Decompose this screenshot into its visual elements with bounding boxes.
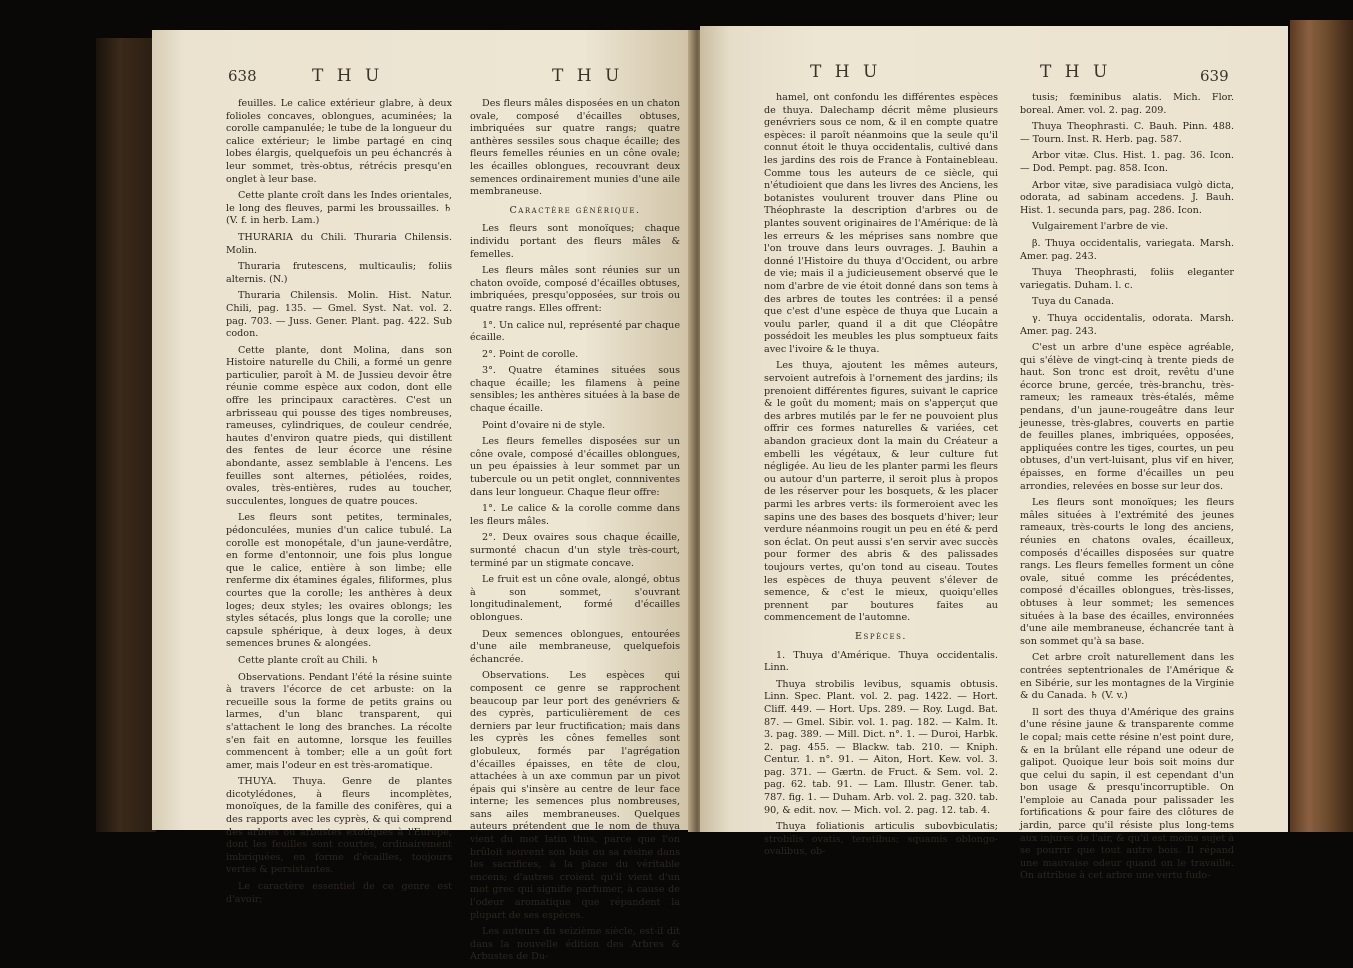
paragraph: Cette plante, dont Molina, dans son Histoire naturelle du Chili, a formé un genre particulier, paroît à M. de Jussieu devoir être réunie comme espèce aux codon, dont elle offre les principaux caractères. C'est un arbrisseau qui pousse des tiges nombreuses, rameuses, cylindriques, de couleur cendrée, hautes d'environ quatre pieds, qui distillent des fentes de leur écorce une résine abondante, assez semblable à l'encens. Les feuilles sont alternes, pétiolées, roides, ovales, très-entières, rudes au toucher, succulentes, longues de quatre pouces. bbox=[226, 344, 452, 507]
paragraph: Deux semences oblongues, entourées d'une aile membraneuse, quelquefois échancrée. bbox=[470, 628, 680, 665]
paragraph: Thuraria frutescens, multicaulis; foliis alternis. (N.) bbox=[226, 261, 452, 285]
paragraph: tusis; fœminibus alatis. Mich. Flor. boreal. Amer. vol. 2. pag. 209. bbox=[1020, 92, 1234, 116]
page-number-right: 639 bbox=[1200, 67, 1229, 85]
paragraph: Thuya foliationis articulis subovbiculatis; strobilis ovatis, teretibus; squamis oblongo-ovalibus, ob- bbox=[764, 821, 998, 858]
paragraph: Observations. Les espèces qui composent ce genre se rapprochent beaucoup par leur port des genévriers & des cyprès, particulièrement de ces derniers par leur fructification; mais dans les cyprès les cônes femelles sont globuleux, formés par l'agrégation d'écailles épaisses, en tête de clou, attachées à un axe commun par un pivot épais qui s'insère au centre de leur face interne; les semences plus nombreuses, sans ailes membraneuses. Quelques auteurs prétendent que le nom de thuya vient du mot latin thus, parce que l'on brûloit souvent son bois ou sa résine dans les sacrifices, à la place du véritable encens; d'autres croient qu'il vient d'un mot grec qui signifie parfumer, à cause de l'odeur aromatique que répandent la plupart de ses espèces. bbox=[470, 670, 680, 921]
paragraph: THURARIA du Chili. Thuraria Chilensis. Molin. bbox=[226, 231, 452, 256]
paragraph: Des fleurs mâles disposées en un chaton ovale, composé d'écailles obtuses, imbriquées sur quatre rangs; quatre anthères sessiles sous chaque écaille; des fleurs femelles réunies en un cône ovale; les écailles oblongues, recouvrant deux semences ordinairement munies d'une aile membraneuse. bbox=[470, 98, 680, 198]
paragraph: Le caractère essentiel de ce genre est d'avoir; bbox=[226, 881, 452, 905]
right-cover-edge bbox=[1290, 20, 1353, 832]
paragraph: Les thuya, ajoutent les mêmes auteurs, servoient autrefois à l'ornement des jardins; ils prenoient différentes figures, suivant le caprice & le goût du moment; mais on s'apperçut que des arbres mutilés par le fer ne pouvoient plus offrir ces formes naturelles & variées, cet abandon gracieux dont la main du Créateur a embelli les végétaux, & leur culture fut négligée. Au lieu de les planter parmi les fleurs ou autour d'un parterre, il seroit plus à propos de les réserver pour les bosquets, & les placer parmi les arbres verts: ils formeroient avec les sapins une des bases des bosquets d'hiver; leur verdure néanmoins rougit un peu en été & perd son éclat. On peut aussi s'en servir avec succès pour former des abris & des palissades toujours vertes, qu'on tond au ciseau. Toutes les espèces de thuya peuvent s'élever de semence, & c'est le mieux, quoiqu'elles prennent par boutures faites au commencement de l'automne. bbox=[764, 360, 998, 624]
paragraph: Thuya Theophrasti. C. Bauh. Pinn. 488. — Tourn. Inst. R. Herb. pag. 587. bbox=[1020, 121, 1234, 145]
right-page-column-1 bbox=[764, 92, 998, 863]
left-page-column-1 bbox=[226, 98, 452, 910]
paragraph: Il sort des thuya d'Amérique des grains d'une résine jaune & transparente comme le copal; mais cette résine n'est point dure, & en la brûlant elle répand une odeur de galipot. Quoique leur bois soit moins dur que celui du sapin, il est cependant d'un bon usage & presqu'incorruptible. On l'emploie au Canada pour palissader les fortifications & pour faire des clôtures de jardin, parce qu'il résiste plus long-tems aux injures de l'air, & qu'il est moins sujet à se pourrir que tout autre bois. Il répand une mauvaise odeur quand on le travaille. On attribue à cet arbre une vertu fudo- bbox=[1020, 706, 1234, 882]
paragraph: Les fleurs sont monoïques; chaque individu portant des fleurs mâles & femelles. bbox=[470, 223, 680, 260]
paragraph: Le fruit est un cône ovale, alongé, obtus à son sommet, s'ouvrant longitudinalement, formé d'écailles oblongues. bbox=[470, 574, 680, 623]
paragraph: Thuraria Chilensis. Molin. Hist. Natur. Chili, pag. 135. — Gmel. Syst. Nat. vol. 2. pag. 703. — Juss. Gener. Plant. pag. 422. Sub codon. bbox=[226, 290, 452, 340]
paragraph: Les auteurs du seizième siècle, est-il dit dans la nouvelle édition des Arbres & Arbustes de Du- bbox=[470, 926, 680, 963]
paragraph: hamel, ont confondu les différentes espèces de thuya. Dalechamp décrit même plusieurs genévriers sous ce nom, & il en compte quatre espèces: il paroît néanmoins que la seule qu'il connut étoit le thuya occidentalis, cultivé dans les jardins des rois de France à Fontainebleau. Comme tous les auteurs de ce siècle, qui n'étudioient que dans les livres des Anciens, les botanistes voulurent trouver dans Pline ou Théophraste la description d'arbres ou de plantes souvent originaires de l'Amérique: de là les erreurs & les méprises sans nombre que l'on trouve dans leurs ouvrages. J. Bauhin a donné l'Histoire du thuya d'Occident, ou arbre de vie; mais il a judicieusement observé que le nom d'arbre de vie étoit donné dans son tems à des arbres de toutes les contrées: il a pensé que c'est d'une espèce de thuya que Lucain a voulu parler, quand il a dit que Cléopâtre possédoit les meubles les plus somptueux faits avec l'ivoire & le thuya. bbox=[764, 92, 998, 355]
running-header-left-col1: T H U bbox=[312, 66, 384, 86]
paragraph: 1°. Un calice nul, représenté par chaque écaille. bbox=[470, 319, 680, 344]
paragraph: Les fleurs sont monoïques; les fleurs mâles situées à l'extrémité des jeunes rameaux, très-courts le long des anciens, réunies en chatons ovales, écailleux, composés d'écailles disposées sur quatre rangs. Les fleurs femelles forment un cône ovale, situé comme les précédentes, composé d'écailles oblongues, très-lisses, obtuses à leur sommet; les semences situées à la base des écailles, environnées d'une aile membraneuse, échancrée tant à son sommet qu'à sa base. bbox=[1020, 497, 1234, 647]
paragraph: Observations. Pendant l'été la résine suinte à travers l'écorce de cet arbuste: on la recueille sous la forme de petits grains ou larmes, d'un blanc transparent, qui s'attachent le long des branches. La récolte s'en fait en automne, lorsque les feuilles commencent à tomber; elle a un goût fort amer, mais l'odeur en est très-aromatique. bbox=[226, 671, 452, 771]
left-page-column-2 bbox=[470, 98, 680, 968]
section-heading: Caractère générique. bbox=[509, 204, 641, 216]
left-cover-edge bbox=[96, 38, 156, 832]
paragraph: C'est un arbre d'une espèce agréable, qui s'élève de vingt-cinq à trente pieds de haut. Son tronc est droit, revêtu d'une écorce brune, gercée, très-branchu, très-rameux; les rameaux très-étalés, même pendans, d'un jaune-rougeâtre dans leur jeunesse, très-glabres, couverts en partie de feuilles planes, imbriquées, opposées, appliquées contre les tiges, courtes, un peu obtuses, d'un vert-luisant, plus vif en hiver, épaisses, en forme d'écailles un peu arrondies, relevées en bosse sur leur dos. bbox=[1020, 342, 1234, 492]
paragraph: Cet arbre croît naturellement dans les contrées septentrionales de l'Amérique & en Sibérie, sur les montagnes de la Virginie & du Canada. ♄ (V. v.) bbox=[1020, 652, 1234, 702]
paragraph: Tuya du Canada. bbox=[1032, 296, 1115, 308]
paragraph: Thuya Theophrasti, foliis eleganter variegatis. Duham. l. c. bbox=[1020, 267, 1234, 291]
paragraph: 1°. Le calice & la corolle comme dans les fleurs mâles. bbox=[470, 503, 680, 527]
paragraph: Cette plante croît au Chili. ♄ bbox=[238, 654, 380, 666]
paragraph: γ. Thuya occidentalis, odorata. Marsh. Amer. pag. 243. bbox=[1020, 312, 1234, 337]
running-header-left-col2: T H U bbox=[552, 66, 624, 86]
paragraph: Cette plante croît dans les Indes orientales, le long des fleuves, parmi les broussailles. ♄ (V. f. in herb. Lam.) bbox=[226, 190, 452, 227]
right-page bbox=[700, 26, 1288, 882]
paragraph: 1. Thuya d'Amérique. Thuya occidentalis. Linn. bbox=[764, 649, 998, 674]
paragraph: 2°. Point de corolle. bbox=[482, 348, 579, 360]
section-heading: Espèces. bbox=[855, 630, 907, 642]
page-number-left: 638 bbox=[228, 67, 257, 85]
paragraph: β. Thuya occidentalis, variegata. Marsh. Amer. pag. 243. bbox=[1020, 237, 1234, 262]
paragraph: Arbor vitæ. Clus. Hist. 1. pag. 36. Icon. — Dod. Pempt. pag. 858. Icon. bbox=[1020, 150, 1234, 174]
paragraph: feuilles. Le calice extérieur glabre, à deux folioles concaves, oblongues, acuminées; la corolle campanulée; le tube de la longueur du calice extérieur; le limbe partagé en cinq lobes élargis, quelquefois un peu échancrés à leur sommet, très-obtus, rétrécis presqu'en onglet à leur base. bbox=[226, 98, 452, 185]
paragraph: Thuya strobilis levibus, squamis obtusis. Linn. Spec. Plant. vol. 2. pag. 1422. — Hort. Cliff. 449. — Hort. Ups. 289. — Roy. Lugd. Bat. 87. — Gmel. Sibir. vol. 1. pag. 182. — Kalm. It. 3. pag. 389. — Mill. Dict. n°. 1. — Duroi, Harbk. 2. pag. 455. — Blackw. tab. 210. — Kniph. Centur. 1. n°. 91. — Aiton, Hort. Kew. vol. 3. pag. 371. — Gærtn. de Fruct. & Sem. vol. 2. pag. 62. tab. 91. — Lam. Illustr. Gener. tab. 787. fig. 1. — Duham. Arb. vol. 2. pag. 320. tab. 90, & edit. nov. — Mich. vol. 2. pag. 12. tab. 4. bbox=[764, 678, 998, 816]
paragraph: 3°. Quatre étamines situées sous chaque écaille; les filamens à peine sensibles; les anthères situées à la base de chaque écaille. bbox=[470, 365, 680, 415]
paragraph: 2°. Deux ovaires sous chaque écaille, surmonté chacun d'un style très-court, terminé par un stigmate concave. bbox=[470, 532, 680, 569]
running-header-right-col2: T H U bbox=[1040, 62, 1112, 82]
paragraph: THUYA. Thuya. Genre de plantes dicotylédones, à fleurs incomplètes, monoïques, de la famille des conifères, qui a des rapports avec les cyprès, & qui comprend des arbres ou arbustes exotiques à l'Europe, dont les feuilles sont courtes, ordinairement imbriquées, en forme d'écailles, toujours vertes & persistantes. bbox=[226, 776, 452, 876]
paragraph: Point d'ovaire ni de style. bbox=[482, 419, 606, 431]
running-header-right-col1: T H U bbox=[810, 62, 882, 82]
paragraph: Les fleurs sont petites, terminales, pédonculées, munies d'un calice tubulé. La corolle est monopétale, d'un jaune-verdâtre, en forme d'entonnoir, une fois plus longue que le calice, entière à son limbe; elle renferme dix étamines égales, filiformes, plus courtes que la corolle; les anthères à deux loges; deux styles; les ovaires oblongs; les styles sétacés, plus longs que la corolle; une capsule sphérique, à deux loges, à deux semences brunes & alongées. bbox=[226, 512, 452, 650]
paragraph: Arbor vitæ, sive paradisiaca vulgò dicta, odorata, ad sabinam accedens. J. Bauh. Hist. 1. secunda pars, pag. 286. Icon. bbox=[1020, 179, 1234, 216]
left-page bbox=[152, 30, 692, 963]
right-page-column-2 bbox=[1020, 92, 1234, 887]
paragraph: Les fleurs mâles sont réunies sur un chaton ovoïde, composé d'écailles obtuses, imbriquées, presqu'opposées, sur trois ou quatre rangs. Elles offrent: bbox=[470, 265, 680, 314]
paragraph: Les fleurs femelles disposées sur un cône ovale, composé d'écailles oblongues, un peu épaissies à leur sommet par un tubercule ou un petit onglet, connniventes dans leur longueur. Chaque fleur offre: bbox=[470, 436, 680, 498]
paragraph: Vulgairement l'arbre de vie. bbox=[1032, 221, 1169, 233]
